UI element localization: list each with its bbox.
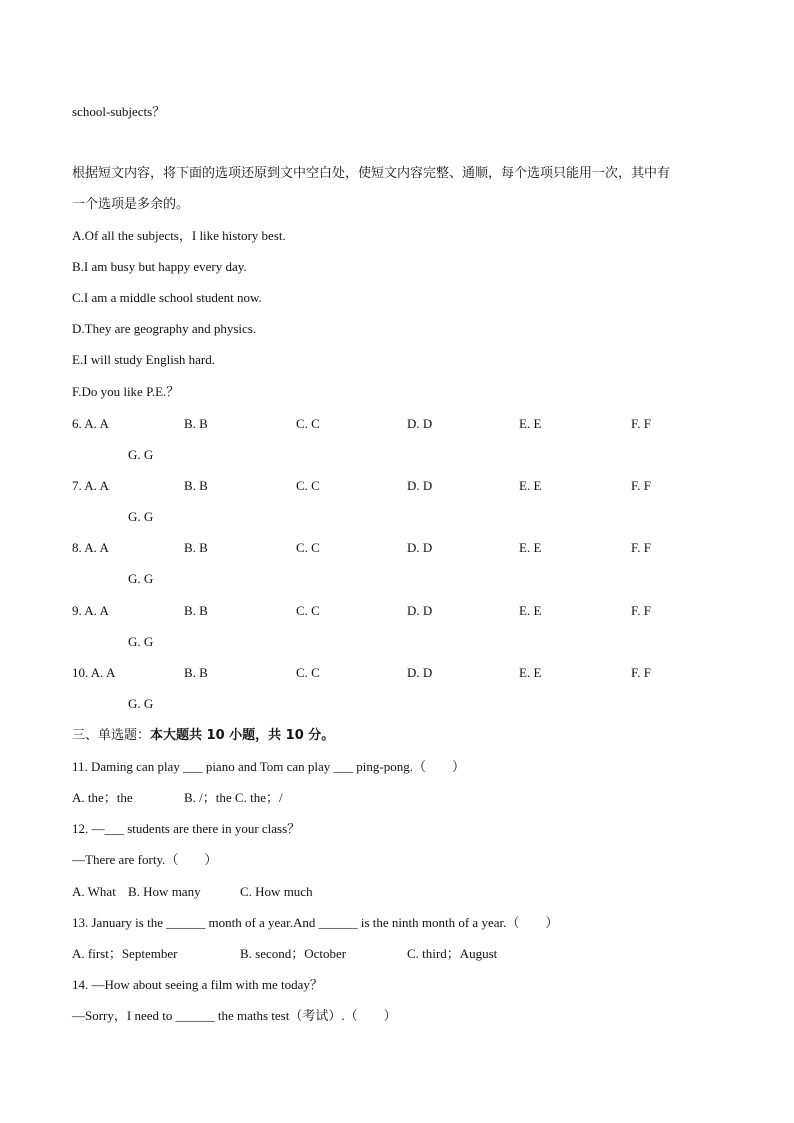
q12-option-a[interactable]: A. What [72,884,116,899]
instructions-line-2: 一个选项是多余的。 [72,197,190,212]
choice-b[interactable]: B. B [184,478,208,493]
choice-question-10 [0,665,794,681]
question-12-options [0,884,794,900]
choice-f[interactable]: F. F [631,416,651,431]
choice-question-9-extra [0,634,794,650]
choice-e[interactable]: E. E [519,665,542,680]
question-11-options [0,790,794,806]
question-12-line-2: —There are forty.（ ） [72,852,218,867]
choice-question-7-extra [0,509,794,525]
choice-g[interactable]: G. G [128,447,154,462]
option-a-text: A.Of all the subjects，I like history best. [72,228,286,243]
choice-c[interactable]: C. C [296,603,320,618]
choice-question-8 [0,540,794,556]
choice-question-6 [0,416,794,432]
section-3-heading [72,728,334,744]
choice-e[interactable]: E. E [519,416,542,431]
passage-tail: school-subjects？ [72,104,166,119]
question-number: 10. A. A [72,665,116,680]
choice-e[interactable]: E. E [519,478,542,493]
question-number: 8. A. A [72,540,109,555]
choice-c[interactable]: C. C [296,478,320,493]
choice-question-6-extra [0,447,794,463]
q11-option-b-c[interactable]: B. /；the C. the；/ [184,790,283,805]
choice-d[interactable]: D. D [407,665,433,680]
choice-d[interactable]: D. D [407,416,433,431]
choice-b[interactable]: B. B [184,603,208,618]
option-e-text: E.I will study English hard. [72,352,215,367]
question-number: 7. A. A [72,478,109,493]
choice-e[interactable]: E. E [519,540,542,555]
question-13-stem: 13. January is the ______ month of a year.And ______ is the ninth month of a year.（ ） [72,915,559,930]
question-14-line-2: —Sorry，I need to ______ the maths test（考试）.（ ） [72,1008,397,1023]
question-12-stem: 12. —___ students are there in your class？ [72,821,301,836]
q13-option-b[interactable]: B. second；October [240,946,347,961]
choice-f[interactable]: F. F [631,603,651,618]
option-c-text: C.I am a middle school student now. [72,290,262,305]
choice-e[interactable]: E. E [519,603,542,618]
choice-c[interactable]: C. C [296,665,320,680]
choice-f[interactable]: F. F [631,665,651,680]
q12-option-c[interactable]: C. How much [240,884,313,899]
choice-c[interactable]: C. C [296,416,320,431]
section-3-prefix: 三、单选题： [72,728,151,743]
choice-g[interactable]: G. G [128,634,154,649]
choice-b[interactable]: B. B [184,416,208,431]
choice-question-10-extra [0,696,794,712]
choice-f[interactable]: F. F [631,540,651,555]
question-number: 6. A. A [72,416,109,431]
choice-g[interactable]: G. G [128,571,154,586]
question-13-options [0,946,794,962]
section-3-title: 本大题共 10 小题，共 10 分。 [150,728,335,743]
q12-option-b[interactable]: B. How many [128,884,201,899]
question-14-stem: 14. —How about seeing a film with me today？ [72,977,323,992]
q13-option-c[interactable]: C. third；August [407,946,498,961]
option-b-text: B.I am busy but happy every day. [72,259,247,274]
choice-f[interactable]: F. F [631,478,651,493]
choice-g[interactable]: G. G [128,509,154,524]
option-f-text: F.Do you like P.E.？ [72,384,180,399]
q11-option-a[interactable]: A. the；the [72,790,133,805]
instructions-line-1: 根据短文内容，将下面的选项还原到文中空白处，使短文内容完整、通顺，每个选项只能用一次，其中有 [72,166,671,181]
choice-b[interactable]: B. B [184,540,208,555]
choice-d[interactable]: D. D [407,478,433,493]
choice-question-8-extra [0,571,794,587]
choice-g[interactable]: G. G [128,696,154,711]
question-number: 9. A. A [72,603,109,618]
choice-d[interactable]: D. D [407,540,433,555]
choice-question-7 [0,478,794,494]
choice-d[interactable]: D. D [407,603,433,618]
choice-c[interactable]: C. C [296,540,320,555]
choice-b[interactable]: B. B [184,665,208,680]
choice-question-9 [0,603,794,619]
question-11-stem: 11. Daming can play ___ piano and Tom can play ___ ping-pong.（ ） [72,759,465,774]
option-d-text: D.They are geography and physics. [72,321,257,336]
q13-option-a[interactable]: A. first；September [72,946,178,961]
